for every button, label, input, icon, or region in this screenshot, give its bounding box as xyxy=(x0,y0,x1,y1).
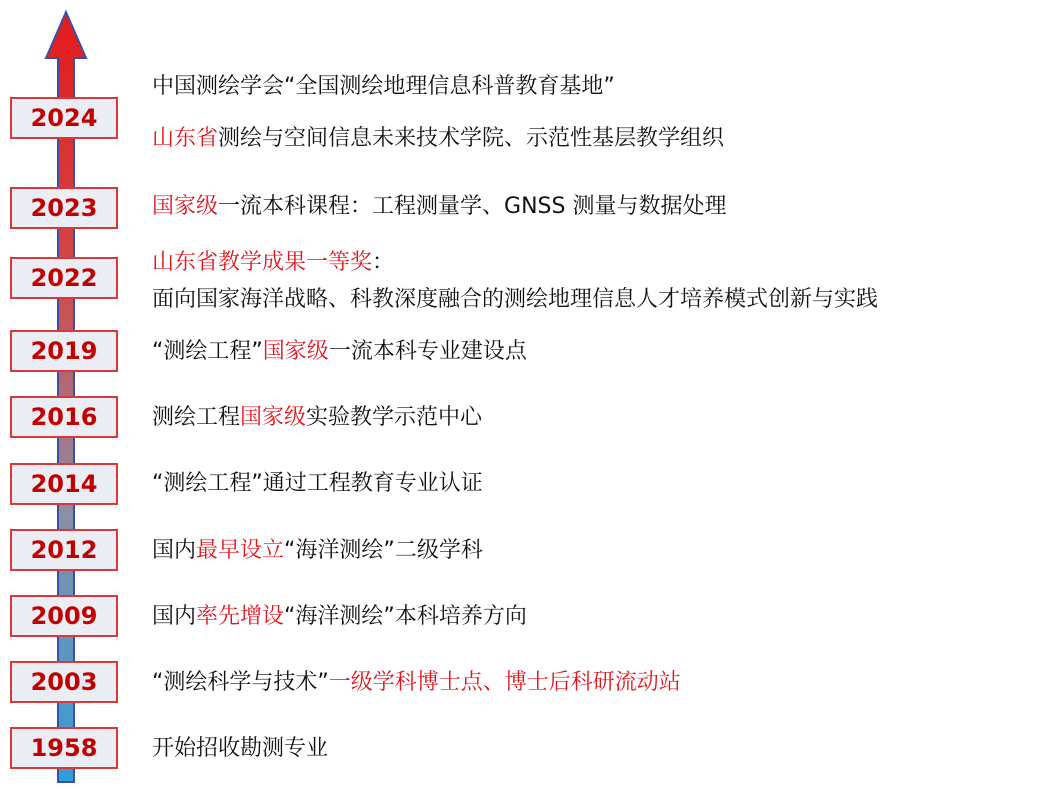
milestone-text: “测绘工程” xyxy=(152,339,263,364)
milestone-text: 测绘与空间信息未来技术学院、示范性基层教学组织 xyxy=(218,126,725,151)
milestone-text: “测绘科学与技术” xyxy=(152,670,329,695)
milestone-text: 测绘工程 xyxy=(152,405,241,430)
year-box-2019: 2019 xyxy=(10,330,118,372)
milestone-text: ： xyxy=(372,250,395,275)
milestone-text: 国内 xyxy=(152,538,197,563)
highlight-text: 山东省教学成果一等奖 xyxy=(152,250,373,275)
milestone-2009-line-1 xyxy=(152,600,527,633)
highlight-text: 国家级 xyxy=(152,194,219,219)
milestone-text: 一流本科专业建设点 xyxy=(328,339,527,364)
year-box-2024: 2024 xyxy=(10,97,118,139)
milestone-2003-line-1 xyxy=(152,666,681,699)
highlight-text: 山东省 xyxy=(152,126,219,151)
milestone-2024-line-1 xyxy=(152,70,615,103)
milestone-text: 一流本科课程：工程测量学、GNSS 测量与数据处理 xyxy=(218,194,727,219)
milestone-2023-line-1 xyxy=(152,190,726,223)
milestone-2016-line-1 xyxy=(152,401,482,434)
milestone-2012-line-1 xyxy=(152,534,483,567)
year-box-2003: 2003 xyxy=(10,661,118,703)
highlight-text: 一级学科博士点、博士后科研流动站 xyxy=(328,670,681,695)
milestone-text: 实验教学示范中心 xyxy=(306,405,483,430)
milestone-2022-line-2 xyxy=(152,283,878,316)
milestone-2019-line-1 xyxy=(152,335,527,368)
milestone-text: 国内 xyxy=(152,604,197,629)
milestone-2014-line-1 xyxy=(152,467,483,500)
year-box-2023: 2023 xyxy=(10,187,118,229)
year-box-2009: 2009 xyxy=(10,595,118,637)
milestone-text: 面向国家海洋战略、科教深度融合的测绘地理信息人才培养模式创新与实践 xyxy=(152,287,879,312)
milestone-text: “测绘工程”通过工程教育专业认证 xyxy=(152,471,483,496)
highlight-text: 率先增设 xyxy=(196,604,285,629)
milestone-text: 中国测绘学会“全国测绘地理信息科普教育基地” xyxy=(152,74,615,99)
milestone-2022-line-1 xyxy=(152,246,394,279)
highlight-text: 国家级 xyxy=(262,339,329,364)
highlight-text: 国家级 xyxy=(240,405,307,430)
milestone-text: 开始招收勘测专业 xyxy=(152,736,329,761)
year-box-1958: 1958 xyxy=(10,727,118,769)
year-box-2022: 2022 xyxy=(10,257,118,299)
year-box-2014: 2014 xyxy=(10,463,118,505)
milestone-text: “海洋测绘”本科培养方向 xyxy=(284,604,527,629)
milestone-1958-line-1 xyxy=(152,732,328,765)
year-box-2012: 2012 xyxy=(10,529,118,571)
milestone-text: “海洋测绘”二级学科 xyxy=(284,538,483,563)
year-box-2016: 2016 xyxy=(10,396,118,438)
highlight-text: 最早设立 xyxy=(196,538,285,563)
milestone-2024-line-2 xyxy=(152,122,724,155)
